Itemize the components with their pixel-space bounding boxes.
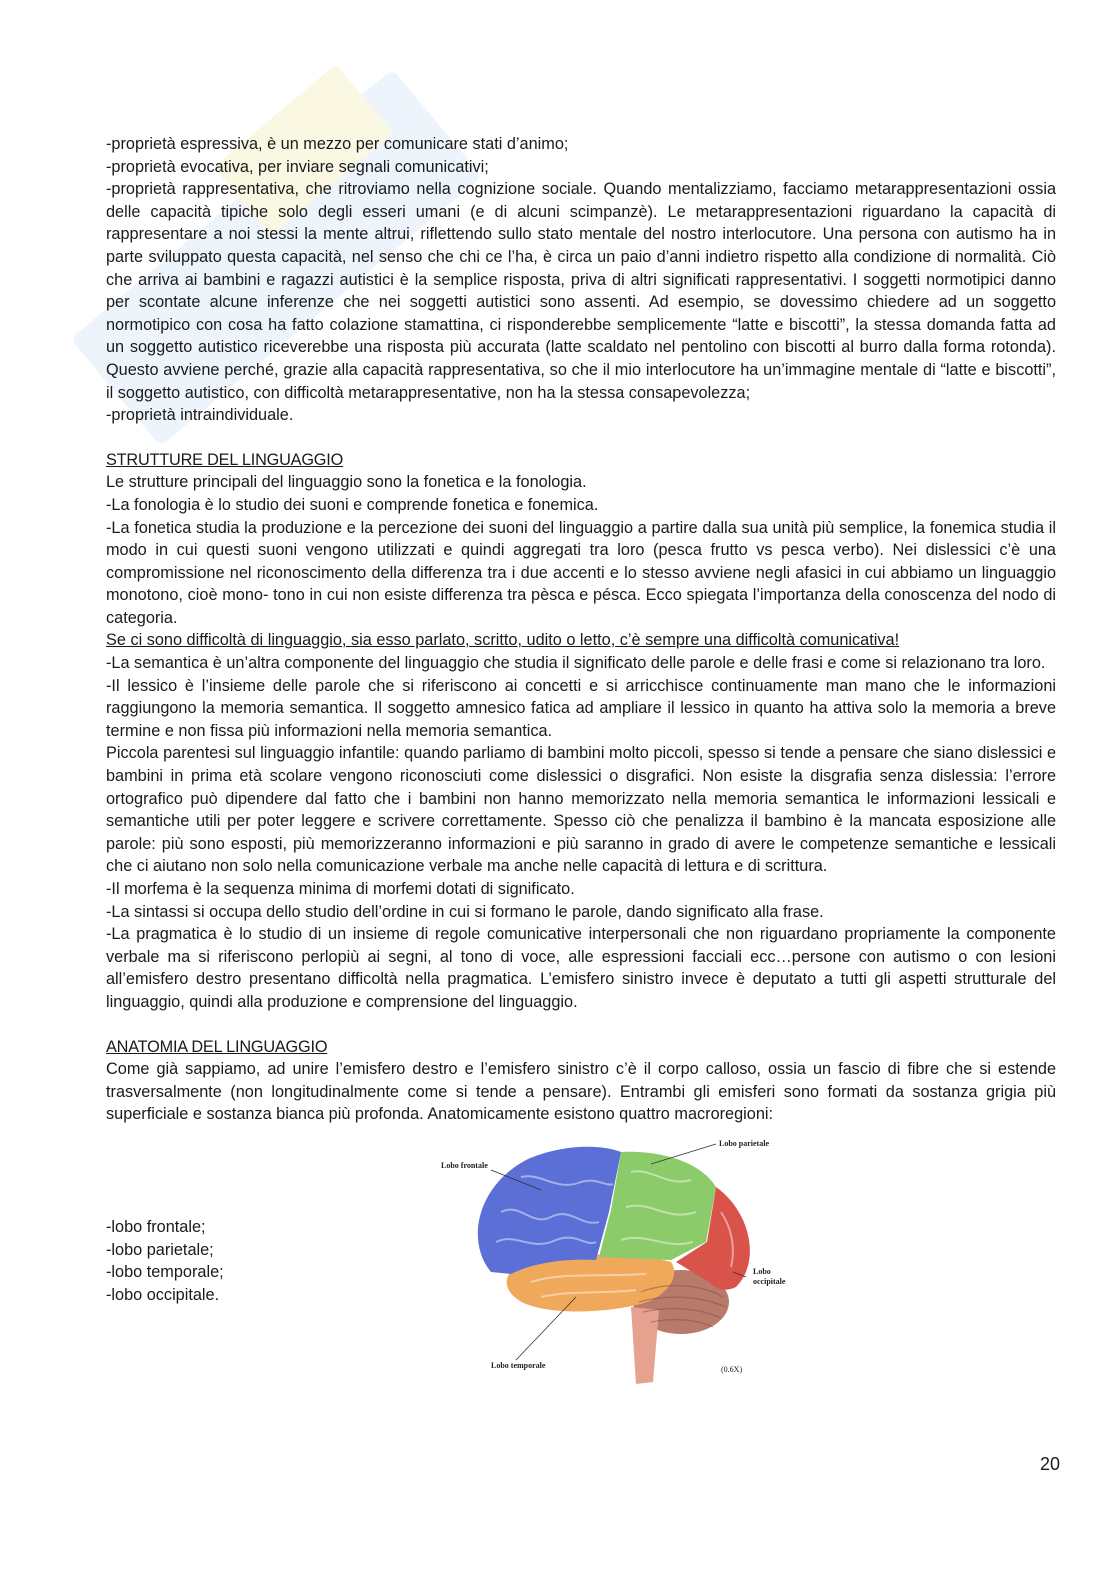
- s1-paragraph-lessico: -Il lessico è l’insieme delle parole che si riferiscono ai concetti e si arricchisce continuamente man mano che le informazioni raggiungono la memoria semantica. Il soggetto amnesico fatica ad ampliare il lessico in quanto ha attiva solo la memoria a breve termine e non fissa più informazioni nella memoria semantica.: [106, 676, 1056, 740]
- s2-paragraph-1: Come già sappiamo, ad unire l’emisfero destro e l’emisfero sinistro c’è il corpo calloso, ossia un fascio di fibre che si estende trasversalmente (non longitudinalmente come si tende a pensare). Entrambi gli emisferi sono formati da sostanza grigia più superficiale e sostanza bianca più profonda. Anatomicamente esistono quattro macroregioni:: [106, 1060, 1056, 1124]
- anatomy-row: [106, 1128, 1056, 1393]
- intro-paragraph-rappresentativa: -proprietà rappresentativa, che ritroviamo nella cognizione sociale. Quando mentalizziamo, facciamo metarappresentazioni ossia delle capacità tipiche solo degli esseri umani (e di alcuni scimpanzè). Le metarappresentazioni riguardano la capacità di rappresentare a noi stessi la mente altrui, riflettendo sullo stato mentale del nostro interlocutore. Una persona con autismo ha in parte sviluppato questa capacità, nel senso che chi ce l’ha, è circa un paio d’anni indietro rispetto alla condizione di normalità. Ciò che arriva ai bambini e ragazzi autistici è la semplice risposta, priva di altri significati rappresentativi. I soggetti normotipici danno per scontate alcune inferenze che nei soggetti autistici sono assenti. Ad esempio, se dovessimo chiedere ad un soggetto normotipico con cosa ha fatto colazione stamattina, ci risponderebbe semplicemente “latte e biscotti”, la stessa domanda fatta ad un soggetto autistico riceverebbe una risposta più accurata (latte scaldato nel pentolino con biscotti al burro dalla forma rotonda). Questo avviene perché, grazie alla capacità rappresentativa, so che il mio interlocutore ha un’immagine mentale di “latte e biscotti”, il soggetto autistico, con difficoltà metarappresentative, non ha la stessa consapevolezza;: [106, 180, 1056, 402]
- label-occipital-2: occipitale: [753, 1276, 786, 1286]
- heading-anatomia: ANATOMIA DEL LINGUAGGIO: [106, 1037, 328, 1056]
- lobe-item: -lobo temporale;: [106, 1263, 224, 1282]
- page-content: [106, 133, 1056, 1393]
- lobe-item: -lobo parietale;: [106, 1240, 214, 1259]
- intro-line-1: -proprietà espressiva, è un mezzo per comunicare stati d’animo;: [106, 135, 569, 153]
- label-magnification: (0.6X): [721, 1364, 743, 1374]
- label-temporal: Lobo temporale: [491, 1360, 546, 1370]
- s1-paragraph-infantile: Piccola parentesi sul linguaggio infantile: quando parliamo di bambini molto piccoli, spesso si tende a pensare che siano dislessici e bambini in prima età scolare vengono riconosciuti come dislessici o disgrafici. Non esiste la disgrafia senza dislessia: l’errore ortografico può dipendere dal fatto che i bambini non hanno memorizzato nella memoria semantica le informazioni lessicali e semantiche utili per poter leggere e scrivere correttamente. Spesso ciò che penalizza il bambino è la mancata esposizione alle parole: più sono esposti, più memorizzeranno informazioni e più saranno in grado di avere le competenze semantiche e lessicali che ci aiutano non solo nella comunicazione verbale ma anche nelle capacità di lettura e di scrittura.: [106, 744, 1056, 876]
- s1-paragraph-sintassi: -La sintassi si occupa dello studio dell’ordine in cui si formano le parole, dando significato alla frase.: [106, 902, 824, 921]
- label-frontal: Lobo frontale: [441, 1160, 488, 1170]
- s1-paragraph-3: -La fonetica studia la produzione e la percezione dei suoni del linguaggio a partire dalla sua unità più semplice, la fonemica studia il modo in cui questi suoni vengono utilizzati e quindi aggregati tra loro (pesca frutto vs pesca verbo). Nei dislessici c’è una compromissione nel riconoscimento della differenza tra i due accenti e lo stesso avviene negli afasici in cui abbiamo un linguaggio monotono, cioè mono- tono in cui non esiste differenza tra pèsca e pésca. Ecco spiegata l’importanza della conoscenza del nodo di categoria.: [106, 518, 1056, 627]
- page-number: 20: [1039, 1454, 1060, 1474]
- intro-line-intraindividuale: -proprietà intraindividuale.: [106, 406, 294, 425]
- s1-paragraph-2: -La fonologia è lo studio dei suoni e comprende fonetica e fonemica.: [106, 495, 599, 514]
- s1-paragraph-1: Le strutture principali del linguaggio sono la fonetica e la fonologia.: [106, 473, 587, 492]
- s1-paragraph-semantica: -La semantica è un’altra componente del linguaggio che studia il significato delle parole e delle frasi e come si relazionano tra loro.: [106, 654, 1046, 673]
- brain-figure: [431, 1132, 801, 1390]
- s1-paragraph-morfema: -Il morfema è la sequenza minima di morfemi dotati di significato.: [106, 880, 575, 898]
- lobe-item: -lobo occipitale.: [106, 1285, 220, 1304]
- lobe-item: -lobo frontale;: [106, 1217, 206, 1236]
- intro-line-2: -proprietà evocativa, per inviare segnali comunicativi;: [106, 157, 489, 176]
- label-parietal: Lobo parietale: [719, 1138, 769, 1148]
- heading-strutture: STRUTTURE DEL LINGUAGGIO: [106, 450, 344, 469]
- label-occipital-1: Lobo: [753, 1266, 771, 1276]
- s1-underlined-note: Se ci sono difficoltà di linguaggio, sia esso parlato, scritto, udito o letto, c’è sempre una difficoltà comunicativa!: [106, 631, 900, 650]
- s1-paragraph-pragmatica: -La pragmatica è lo studio di un insieme di regole comunicative interpersonali che non riguardano propriamente la componente verbale ma si riferiscono perlopiù ai segni, al tono di voce, alle espressioni facciali ecc…persone con autismo o con lesioni all’emisfero destro presentano difficoltà nella pragmatica. L’emisfero sinistro invece è deputato a tutti gli aspetti strutturale del linguaggio, quindi alla produzione e comprensione del linguaggio.: [106, 925, 1056, 1011]
- lobe-list: [106, 1216, 224, 1306]
